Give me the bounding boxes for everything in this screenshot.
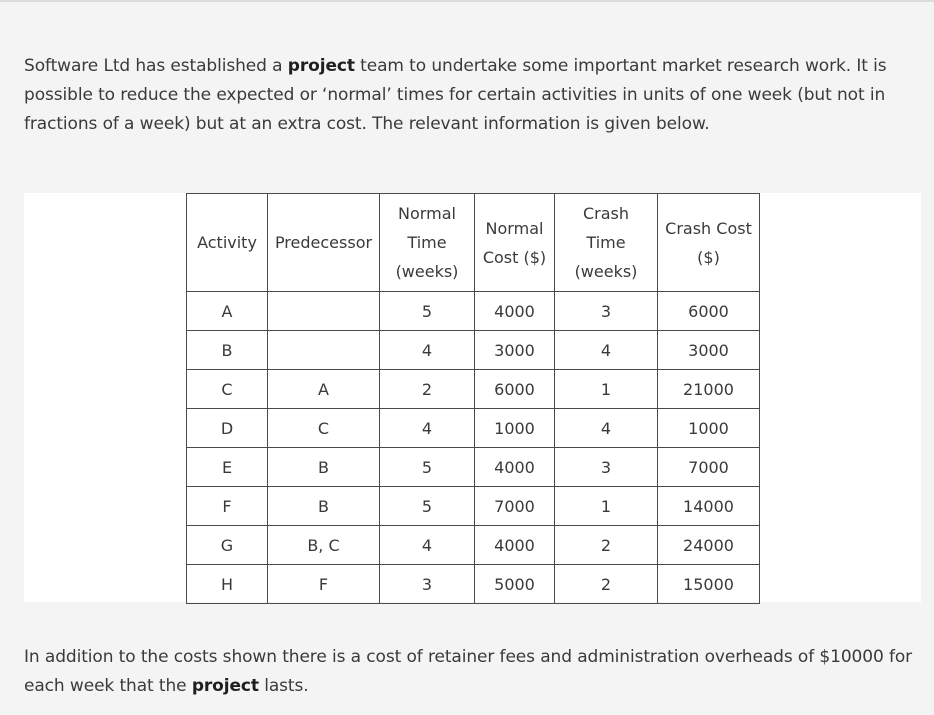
outro-paragraph [24,643,914,701]
outro-highlight-project: project [191,676,259,696]
cell-normal-cost: 7000 [475,487,555,526]
header-activity-label: Activity [197,233,257,252]
header-normal-time-line1: Normal [398,204,456,223]
header-normal-cost-line2: Cost ($) [482,247,547,267]
top-divider [0,0,934,2]
header-crash-time-line3: (weeks) [574,262,638,281]
cell-normal-time: 4 [380,409,475,448]
header-crash-cost-line2: ($) [697,247,720,267]
cell-crash-cost: 3000 [658,331,760,370]
cell-predecessor: F [268,565,380,604]
cell-normal-time: 3 [380,565,475,604]
header-crash-time [555,194,658,292]
outro-text-end: lasts. [258,676,309,696]
table-row [187,565,760,604]
header-activity [187,194,268,292]
table-row [187,526,760,565]
cell-crash-time: 4 [555,331,658,370]
intro-highlight-project: project [287,56,355,76]
cell-normal-time: 4 [380,526,475,565]
cell-crash-time: 3 [555,448,658,487]
header-crash-time-line2: Time [586,233,626,252]
cell-predecessor [268,331,380,370]
cell-crash-cost: 6000 [658,292,760,331]
header-normal-cost-line1: Normal [485,218,544,238]
cell-normal-time: 5 [380,448,475,487]
cell-normal-time: 2 [380,370,475,409]
cell-predecessor: A [268,370,380,409]
cell-crash-cost: 1000 [658,409,760,448]
cell-normal-cost: 6000 [475,370,555,409]
intro-paragraph [24,52,914,139]
table-row [187,331,760,370]
cell-crash-time: 1 [555,370,658,409]
table-row [187,487,760,526]
header-crash-cost-line1: Crash Cost [665,218,752,238]
header-normal-time-line2: Time [407,233,447,252]
cell-activity: H [187,565,268,604]
table-row [187,409,760,448]
cell-normal-cost: 3000 [475,331,555,370]
cell-normal-cost: 4000 [475,292,555,331]
table-row [187,292,760,331]
intro-text-end: team to undertake some important market research work. It is possible to reduce the expected or ‘normal’ times for certain activities in units of one week (but not in fractions of a week) but at an extra cost. The relevant information is given below. [24,56,887,134]
header-crash-time-line1: Crash [582,204,630,223]
cell-activity: F [187,487,268,526]
cell-normal-time: 4 [380,331,475,370]
table-row [187,370,760,409]
cell-predecessor: B, C [268,526,380,565]
cell-normal-time: 5 [380,487,475,526]
cell-predecessor: C [268,409,380,448]
header-crash-cost [658,194,760,292]
cell-normal-time: 5 [380,292,475,331]
header-predecessor-label: Predecessor [274,233,373,252]
cell-crash-cost: 21000 [658,370,760,409]
table-row [187,448,760,487]
cell-crash-time: 1 [555,487,658,526]
cell-crash-time: 3 [555,292,658,331]
cell-normal-cost: 5000 [475,565,555,604]
cell-crash-cost: 15000 [658,565,760,604]
header-normal-time [380,194,475,292]
header-normal-time-line3: (weeks) [395,262,459,281]
cell-crash-cost: 24000 [658,526,760,565]
intro-text-start: Software Ltd has established a [24,56,288,76]
cell-normal-cost: 1000 [475,409,555,448]
cell-crash-cost: 7000 [658,448,760,487]
cell-activity: C [187,370,268,409]
header-normal-cost [475,194,555,292]
outro-text-start: In addition to the costs shown there is a cost of retainer fees and administration overheads of $10000 for each week that the [24,647,913,696]
cell-predecessor: B [268,487,380,526]
cell-normal-cost: 4000 [475,448,555,487]
header-predecessor [268,194,380,292]
cell-crash-time: 2 [555,565,658,604]
cell-activity: A [187,292,268,331]
cell-crash-time: 2 [555,526,658,565]
cell-crash-cost: 14000 [658,487,760,526]
cell-activity: G [187,526,268,565]
cell-activity: D [187,409,268,448]
cell-predecessor [268,292,380,331]
cell-crash-time: 4 [555,409,658,448]
cell-predecessor: B [268,448,380,487]
cell-normal-cost: 4000 [475,526,555,565]
table-header-row [187,194,760,292]
table-container [24,193,921,602]
cell-activity: B [187,331,268,370]
cell-activity: E [187,448,268,487]
activity-table [186,193,760,604]
